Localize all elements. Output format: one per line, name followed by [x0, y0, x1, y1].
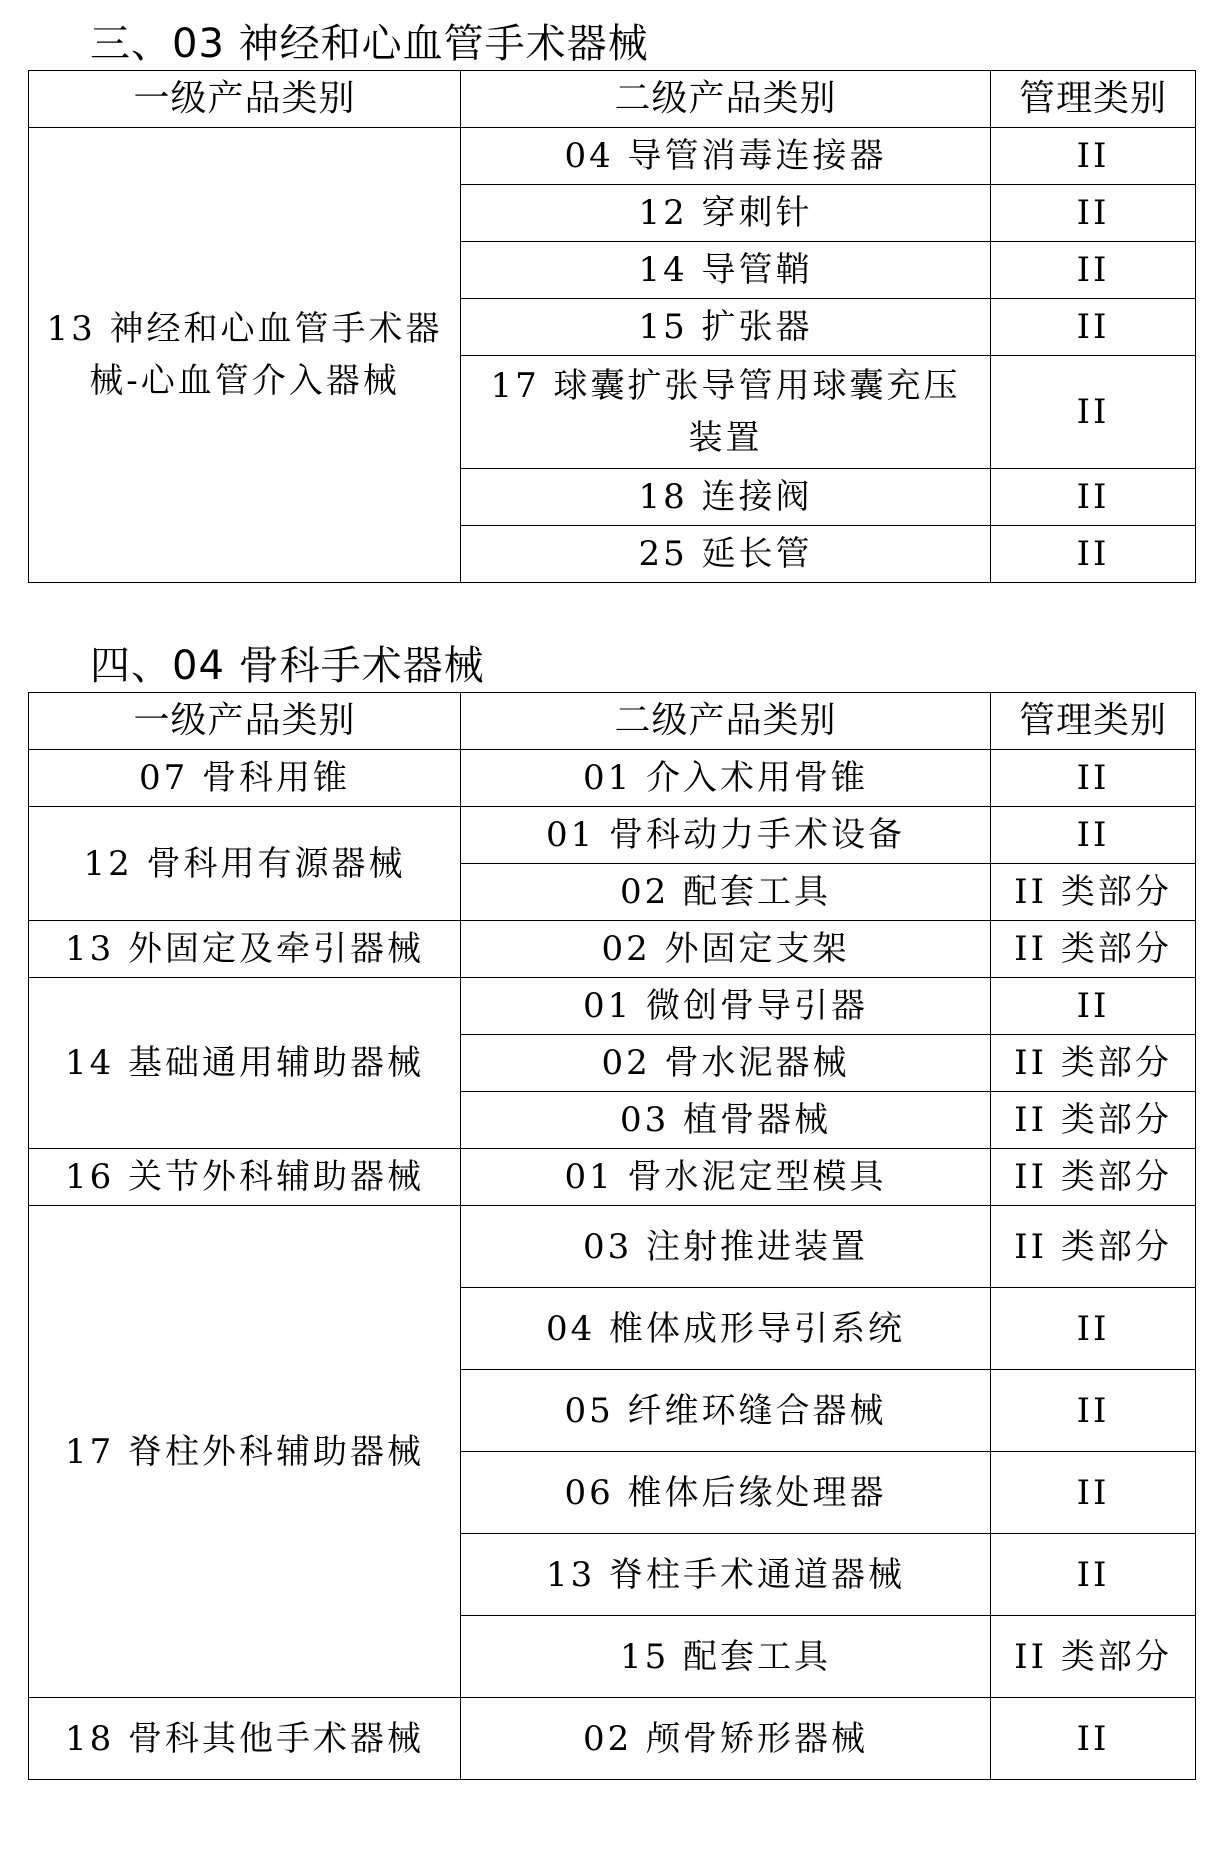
- level2-cell: 25 延长管: [461, 526, 991, 583]
- class-cell: II 类部分: [991, 1149, 1196, 1206]
- level2-cell: 01 骨水泥定型模具: [461, 1149, 991, 1206]
- class-cell: II: [991, 807, 1196, 864]
- level2-cell: 03 注射推进装置: [461, 1206, 991, 1288]
- class-cell: II: [991, 185, 1196, 242]
- section-heading-neuro-cardio: 三、03 神经和心血管手术器械: [90, 21, 649, 67]
- class-cell: II: [991, 978, 1196, 1035]
- level2-cell: 15 配套工具: [461, 1616, 991, 1698]
- level2-cell: 01 微创骨导引器: [461, 978, 991, 1035]
- level2-cell: 02 颅骨矫形器械: [461, 1698, 991, 1780]
- table-row: [29, 921, 1196, 978]
- class-cell: II: [991, 128, 1196, 185]
- class-cell: II 类部分: [991, 1035, 1196, 1092]
- level2-cell: 13 脊柱手术通道器械: [461, 1534, 991, 1616]
- class-cell: II: [991, 526, 1196, 583]
- class-cell: II: [991, 1288, 1196, 1370]
- level2-cell: 01 介入术用骨锥: [461, 750, 991, 807]
- level2-cell: 14 导管鞘: [461, 242, 991, 299]
- level2-cell: 15 扩张器: [461, 299, 991, 356]
- level2-cell: [461, 356, 991, 469]
- header-class: 管理类别: [991, 693, 1196, 750]
- header-class: 管理类别: [991, 71, 1196, 128]
- level1-cell: 14 基础通用辅助器械: [29, 978, 461, 1149]
- header-level2: 二级产品类别: [461, 71, 991, 128]
- class-cell: II 类部分: [991, 1206, 1196, 1288]
- header-row: [29, 71, 1196, 128]
- level1-text: 13 神经和心血管手术器械-心血管介入器械: [46, 309, 443, 401]
- level2-cell: 04 椎体成形导引系统: [461, 1288, 991, 1370]
- class-cell: II: [991, 242, 1196, 299]
- level1-cell: 12 骨科用有源器械: [29, 807, 461, 921]
- section-heading-orthopedic: 四、04 骨科手术器械: [90, 643, 485, 689]
- level2-cell: 02 外固定支架: [461, 921, 991, 978]
- table-row: [29, 1149, 1196, 1206]
- table-row: [29, 128, 1196, 185]
- table-row: [29, 978, 1196, 1035]
- class-cell: II: [991, 1534, 1196, 1616]
- level2-cell: 06 椎体后缘处理器: [461, 1452, 991, 1534]
- level2-cell: 12 穿刺针: [461, 185, 991, 242]
- header-level2: 二级产品类别: [461, 693, 991, 750]
- class-cell: II: [991, 1370, 1196, 1452]
- level1-cell: 18 骨科其他手术器械: [29, 1698, 461, 1780]
- level2-cell: 02 骨水泥器械: [461, 1035, 991, 1092]
- table-row: [29, 750, 1196, 807]
- table-row: [29, 1698, 1196, 1780]
- header-level1: 一级产品类别: [29, 693, 461, 750]
- class-cell: II 类部分: [991, 1092, 1196, 1149]
- header-level1: 一级产品类别: [29, 71, 461, 128]
- table-neuro-cardio: [28, 70, 1196, 583]
- table-row: [29, 1206, 1196, 1288]
- class-cell: II 类部分: [991, 1616, 1196, 1698]
- level1-cell: 07 骨科用锥: [29, 750, 461, 807]
- level1-cell: [29, 128, 461, 583]
- level2-cell: 04 导管消毒连接器: [461, 128, 991, 185]
- header-row: [29, 693, 1196, 750]
- level1-cell: 13 外固定及牵引器械: [29, 921, 461, 978]
- class-cell: II: [991, 750, 1196, 807]
- class-cell: II 类部分: [991, 921, 1196, 978]
- level1-cell: 17 脊柱外科辅助器械: [29, 1206, 461, 1698]
- level2-cell: 03 植骨器械: [461, 1092, 991, 1149]
- class-cell: II: [991, 1452, 1196, 1534]
- level2-cell: 01 骨科动力手术设备: [461, 807, 991, 864]
- class-cell: II: [991, 1698, 1196, 1780]
- level2-cell: 05 纤维环缝合器械: [461, 1370, 991, 1452]
- level2-text: 17 球囊扩张导管用球囊充压装置: [490, 366, 961, 458]
- class-cell: II: [991, 469, 1196, 526]
- table-orthopedic: [28, 692, 1196, 1780]
- class-cell: II: [991, 299, 1196, 356]
- level1-cell: 16 关节外科辅助器械: [29, 1149, 461, 1206]
- class-cell: II 类部分: [991, 864, 1196, 921]
- level2-cell: 18 连接阀: [461, 469, 991, 526]
- table-row: [29, 807, 1196, 864]
- level2-cell: 02 配套工具: [461, 864, 991, 921]
- class-cell: II: [991, 356, 1196, 469]
